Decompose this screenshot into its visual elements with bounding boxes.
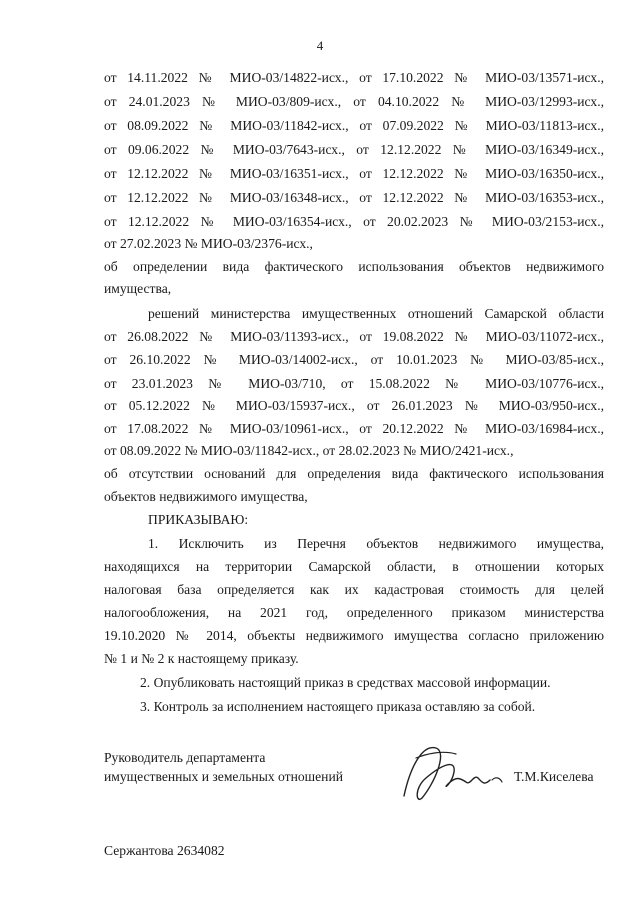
signature-block (104, 750, 604, 810)
text-line: от 12.12.2022 № МИО-03/16354-исх., от 20.02.2023 № МИО-03/2153-исх., (104, 214, 604, 229)
text-line: 2. Опубликовать настоящий приказ в средствах массовой информации. (140, 675, 551, 690)
text-line: 1. Исключить из Перечня объектов недвижимого имущества, (148, 536, 604, 551)
text-line: от 08.09.2022 № МИО-03/11842-исх., от 28.02.2023 № МИО/2421-исх., (104, 443, 514, 458)
text-line: об определении вида фактического использования объектов недвижимого (104, 259, 604, 274)
text-line: находящихся на территории Самарской области, в отношении которых (104, 559, 604, 574)
text-line: от 09.06.2022 № МИО-03/7643-исх., от 12.12.2022 № МИО-03/16349-исх., (104, 142, 604, 157)
text-line: от 26.10.2022 № МИО-03/14002-исх., от 10.01.2023 № МИО-03/85-исх., (104, 352, 604, 367)
text-line: объектов недвижимого имущества, (104, 489, 308, 504)
text-line: имущества, (104, 281, 172, 296)
text-line: от 24.01.2023 № МИО-03/809-исх., от 04.10.2022 № МИО-03/12993-исх., (104, 94, 604, 109)
signatory-title: Руководитель департамента (104, 750, 266, 765)
text-line: от 05.12.2022 № МИО-03/15937-исх., от 26.01.2023 № МИО-03/950-исх., (104, 398, 604, 413)
text-line: решений министерства имущественных отношений Самарской области (148, 306, 604, 321)
page-number: 4 (316, 38, 324, 53)
executor-contact: Сержантова 2634082 (104, 843, 225, 858)
text-line: от 23.01.2023 № МИО-03/710, от 15.08.2022 № МИО-03/10776-исх., (104, 376, 604, 391)
text-line: 3. Контроль за исполнением настоящего приказа оставляю за собой. (140, 699, 536, 714)
text-line: от 26.08.2022 № МИО-03/11393-исх., от 19.08.2022 № МИО-03/11072-исх., (104, 329, 604, 344)
text-line: от 17.08.2022 № МИО-03/10961-исх., от 20.12.2022 № МИО-03/16984-исх., (104, 421, 604, 436)
signatory-name: Т.М.Киселева (514, 769, 594, 784)
text-line: 19.10.2020 № 2014, объекты недвижимого имущества согласно приложению (104, 628, 604, 643)
text-line: налогообложения, на 2021 год, определенного приказом министерства (104, 605, 604, 620)
text-line: об отсутствии оснований для определения вида фактического использования (104, 466, 604, 481)
handwritten-signature (396, 738, 516, 808)
order-heading: ПРИКАЗЫВАЮ: (148, 512, 249, 527)
text-line: от 12.12.2022 № МИО-03/16348-исх., от 12.12.2022 № МИО-03/16353-исх., (104, 190, 604, 205)
text-line: № 1 и № 2 к настоящему приказу. (104, 651, 299, 666)
text-line: от 08.09.2022 № МИО-03/11842-исх., от 07.09.2022 № МИО-03/11813-исх., (104, 118, 604, 133)
text-line: налоговая база определяется как их кадастровая стоимость для целей (104, 582, 604, 597)
signatory-department: имущественных и земельных отношений (104, 769, 343, 784)
text-line: от 27.02.2023 № МИО-03/2376-исх., (104, 236, 313, 251)
text-line: от 12.12.2022 № МИО-03/16351-исх., от 12.12.2022 № МИО-03/16350-исх., (104, 166, 604, 181)
text-line: от 14.11.2022 № МИО-03/14822-исх., от 17.10.2022 № МИО-03/13571-исх., (104, 70, 604, 85)
